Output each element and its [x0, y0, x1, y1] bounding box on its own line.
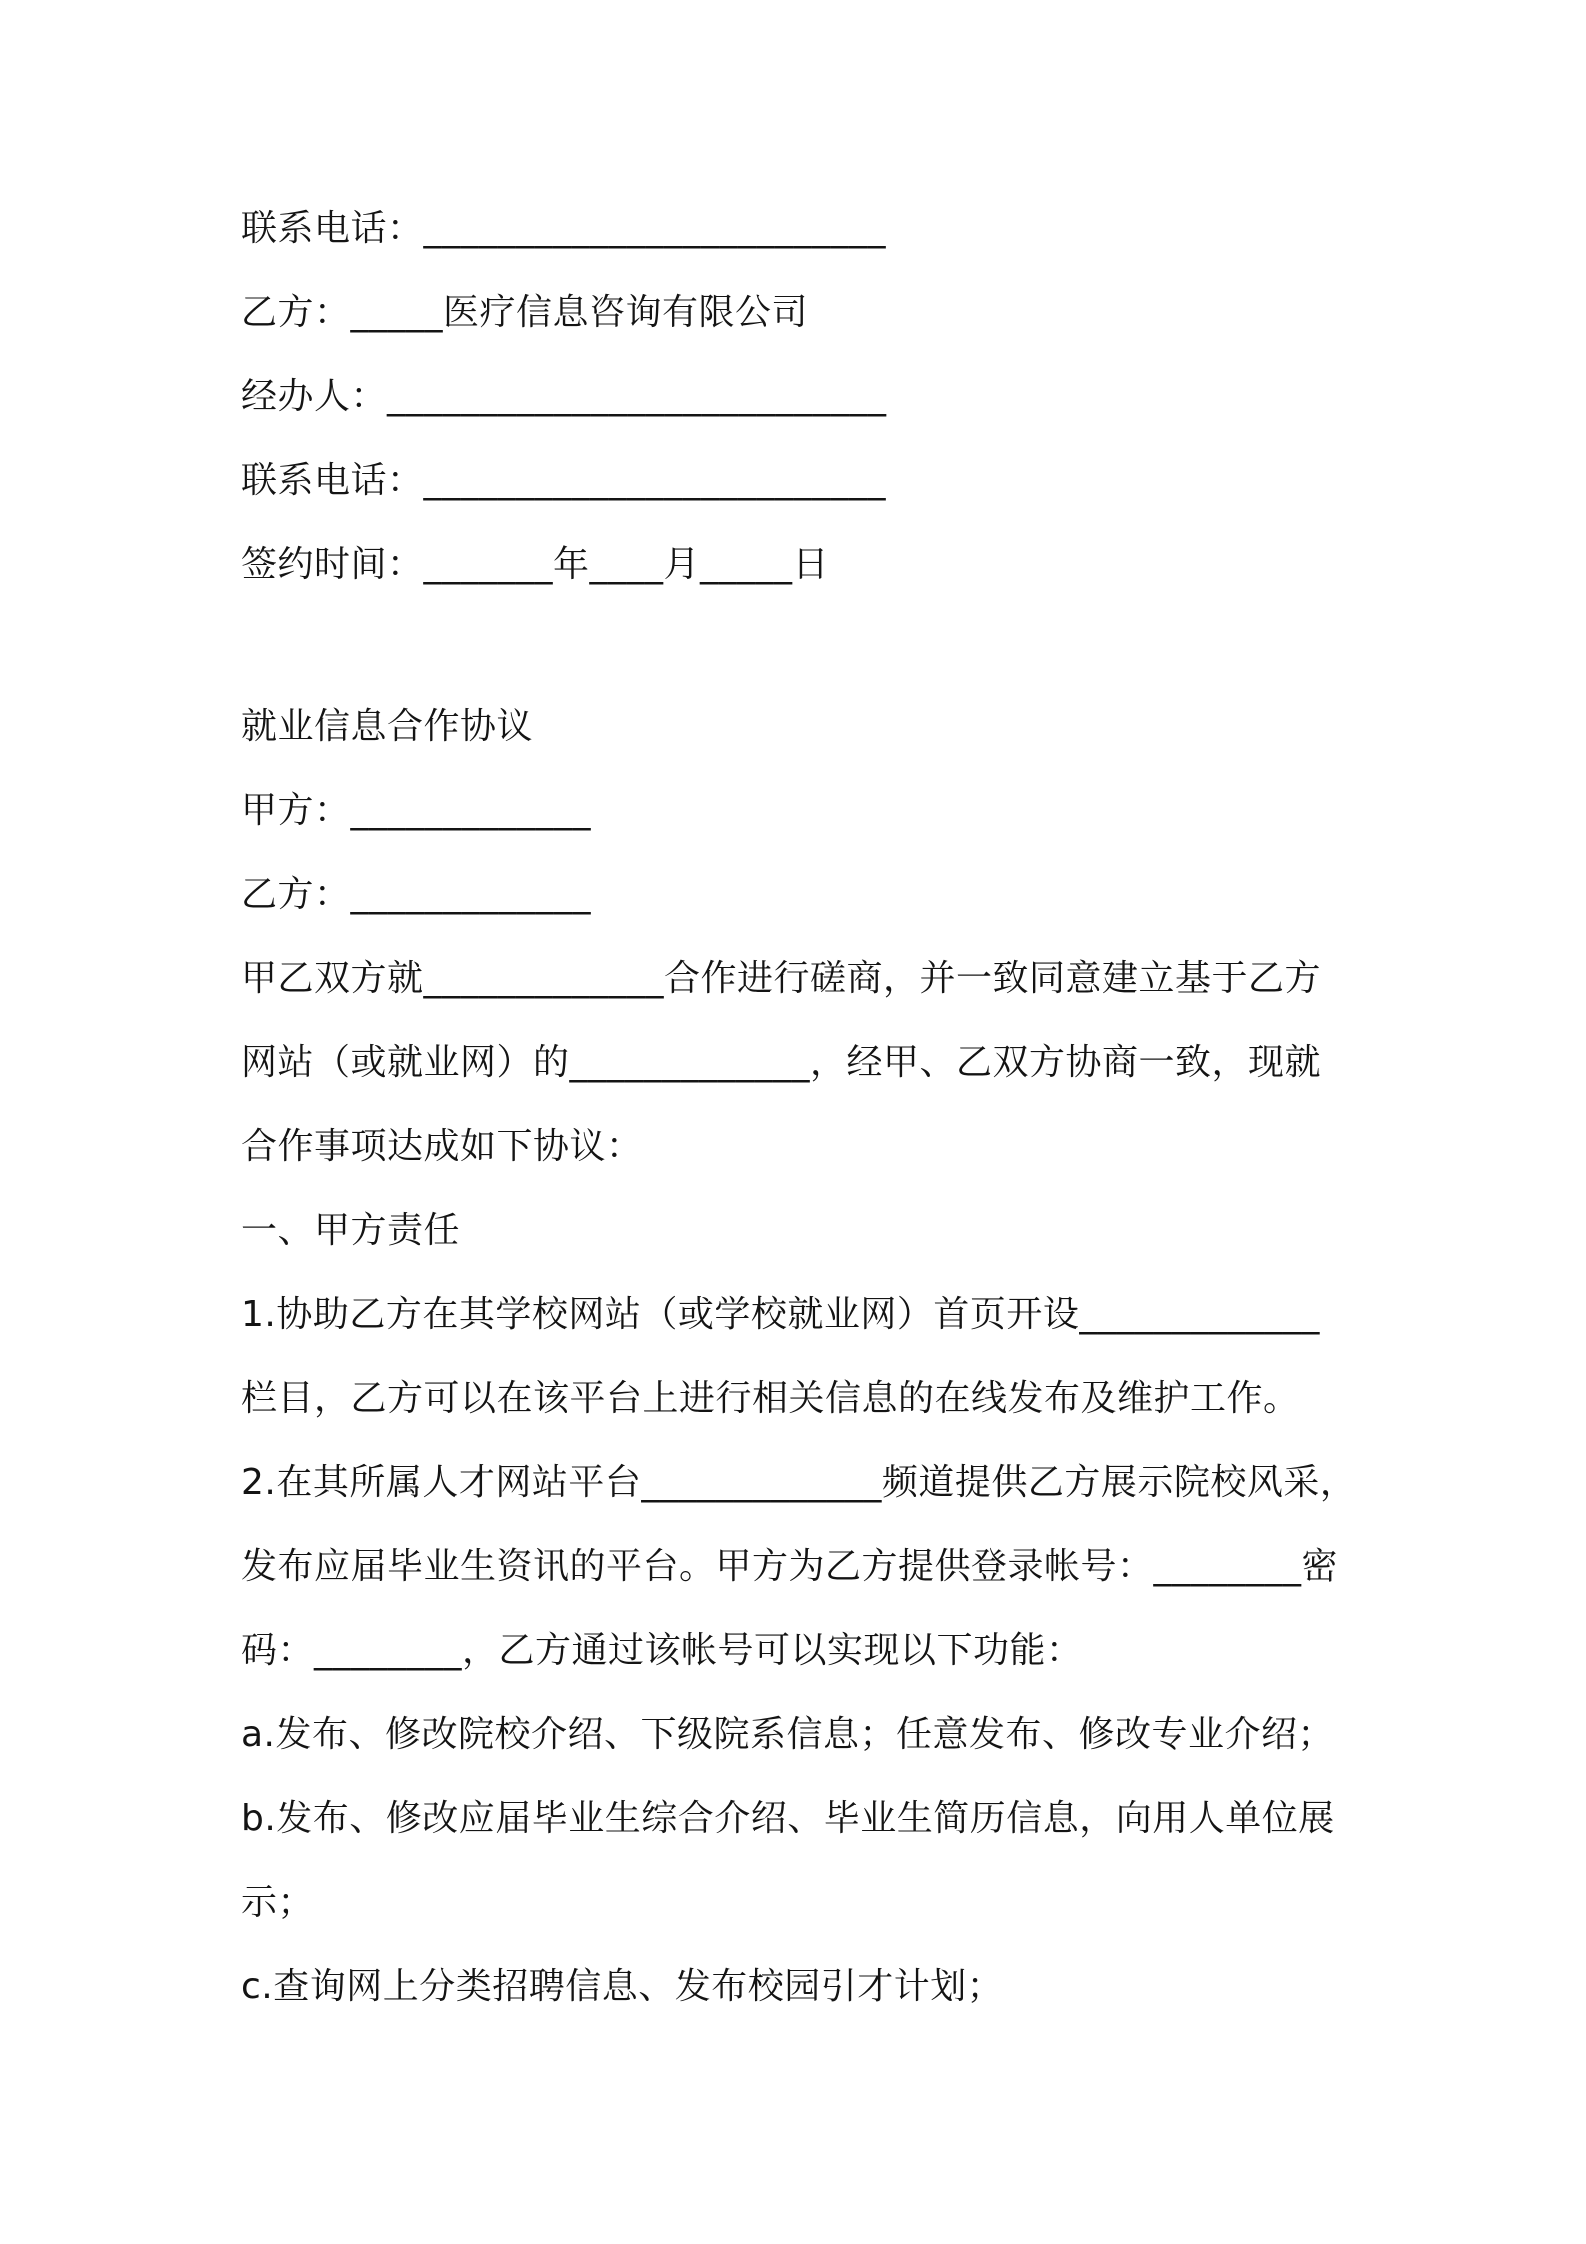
sub-item-c: c.查询网上分类招聘信息、发布校园引才计划；: [241, 1966, 1004, 2007]
sub-item-b-line: 示；: [241, 1882, 315, 1923]
clause-2-line: 码：________，乙方通过该帐号可以实现以下功能：: [241, 1630, 1083, 1671]
agreement-party-a-line: 甲方：_____________: [241, 790, 592, 831]
signing-date-line: 签约时间：_______年____月_____日: [241, 544, 830, 585]
party-b-name-line: 乙方：_____医疗信息咨询有限公司: [241, 292, 809, 333]
section-heading-party-a-duties: 一、甲方责任: [241, 1210, 461, 1251]
clause-2-line: 2.在其所属人才网站平台_____________频道提供乙方展示院校风采，: [241, 1462, 1357, 1503]
intro-paragraph-line: 网站（或就业网）的_____________，经甲、乙双方协商一致，现就: [241, 1042, 1322, 1083]
intro-paragraph-line: 甲乙双方就_____________合作进行磋商，并一致同意建立基于乙方: [241, 958, 1322, 999]
party-b-phone-line: 联系电话：_________________________: [241, 460, 887, 501]
agreement-party-b-line: 乙方：_____________: [241, 874, 592, 915]
clause-2-line: 发布应届毕业生资讯的平台。甲方为乙方提供登录帐号：________密: [241, 1546, 1339, 1587]
intro-paragraph-line: 合作事项达成如下协议：: [241, 1126, 643, 1167]
clause-1-line: 1.协助乙方在其学校网站（或学校就业网）首页开设_____________: [241, 1294, 1320, 1335]
party-b-agent-line: 经办人：___________________________: [241, 376, 887, 417]
clause-1-line: 栏目，乙方可以在该平台上进行相关信息的在线发布及维护工作。: [241, 1378, 1300, 1419]
sub-item-a: a.发布、修改院校介绍、下级院系信息；任意发布、修改专业介绍；: [241, 1714, 1335, 1755]
party-a-phone-line: 联系电话：_________________________: [241, 208, 887, 249]
agreement-title: 就业信息合作协议: [241, 706, 534, 747]
sub-item-b-line: b.发布、修改应届毕业生综合介绍、毕业生简历信息，向用人单位展: [241, 1798, 1335, 1839]
